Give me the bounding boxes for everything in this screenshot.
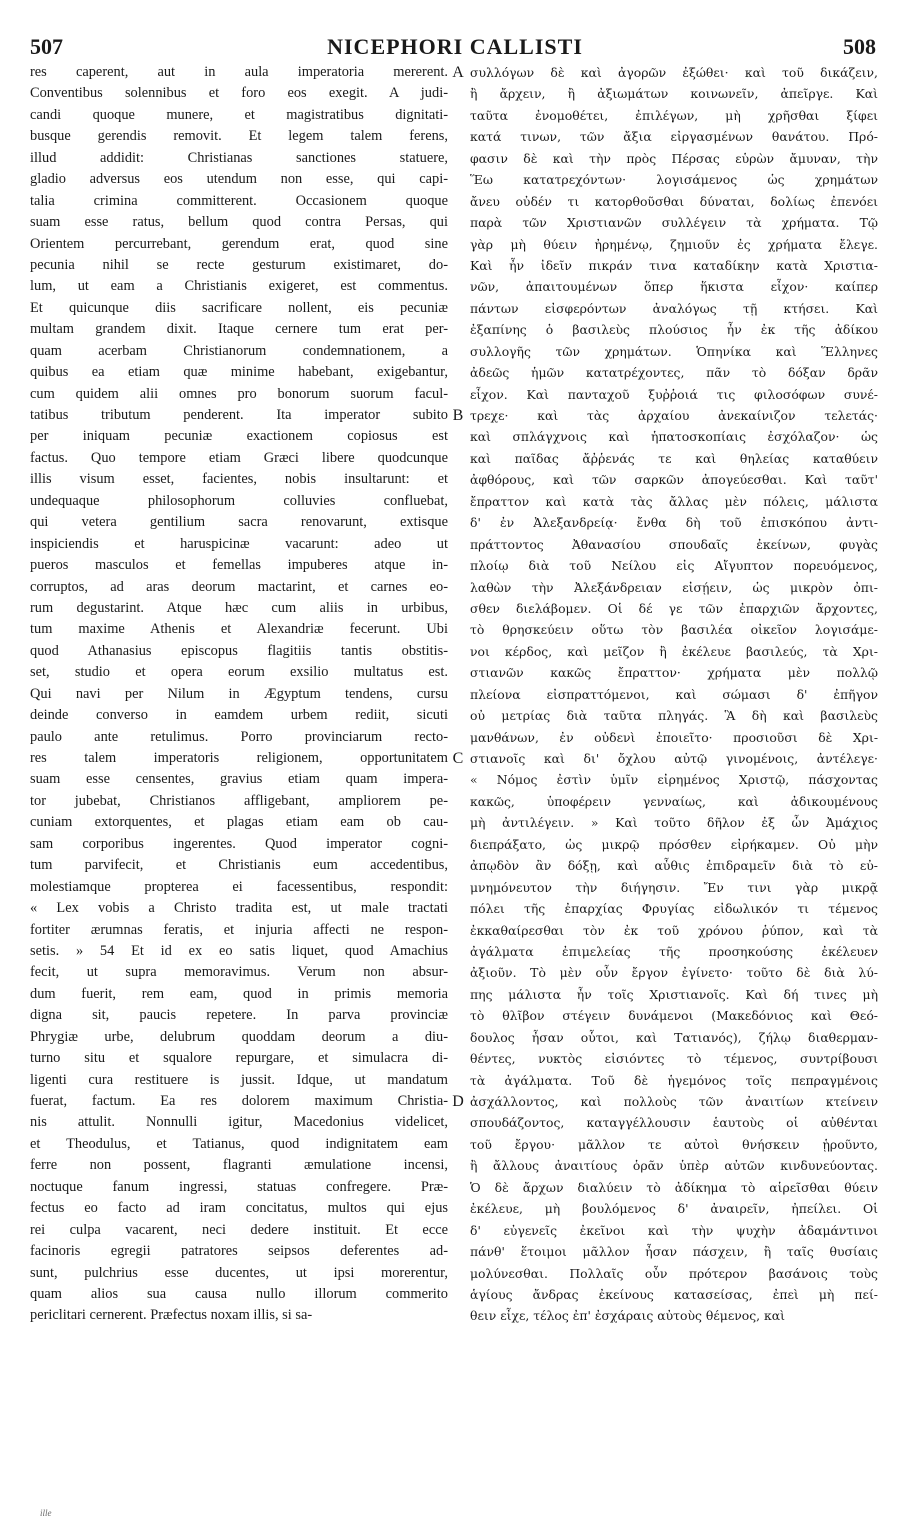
margin-marker-b: B [452, 407, 464, 424]
text-line: per iniquam pecuniæ exactionem copiosus est [30, 428, 448, 445]
text-line: τοῦ ἔργου· μᾶλλον τε αὐτοὶ θνήσκειν ᾑροῦντο, [470, 1136, 878, 1152]
text-line: τὰ ἀγάλματα. Τοῦ δὲ ἡγεμόνος τοῖς πεπραγμένοις [470, 1072, 878, 1088]
text-line: « Νόμος ἐστὶν ὑμῖν εἰρημένος Χριστῷ, πάσχοντας [470, 772, 878, 788]
text-line: facinoris egregii patratores seipsos deferentes ad- [30, 1243, 448, 1260]
text-line: σπουδάζοντος, καταγγέλλουσιν ἑαυτοὺς οἱ αὐθένται [470, 1115, 878, 1131]
text-line: sam corporibus ingerentes. Quod imperator cogni- [30, 835, 448, 852]
text-line: suam esse ratus, bellum quod contra Persas, qui [30, 214, 448, 231]
text-line: Ὁ δὲ ἄρχων διαλύειν τὸ ἀδίκημα τὸ αἱρεῖσθαι θύειν [470, 1179, 878, 1195]
margin-marker-d: D [452, 1093, 464, 1110]
text-line: Phrygiæ urbe, delubrum quoddam deorum a diu- [30, 1028, 448, 1045]
text-line: sunt, pulchrius esse ducentes, ut ipsi morerentur, [30, 1264, 448, 1281]
text-line: παρὰ τῶν Χριστιανῶν συλλέγειν τὰ χρήματα. Τῷ [470, 215, 878, 231]
text-line: Καὶ ἦν ἰδεῖν πικράν τινα καταδίκην κατὰ Χριστια- [470, 257, 878, 273]
text-line: γὰρ μὴ θύειν ἠρημένῳ, ζημιοῦν ἐς χρήματα ἔλεγε. [470, 236, 878, 252]
text-line: ἐκέλευε, μὴ βουλόμενος δ' ἀναιρεῖν, ἠπείλει. Οἱ [470, 1201, 878, 1217]
text-line: cuniam extorquentes, et plagas etiam eam ob cau- [30, 814, 448, 831]
text-line: ἢ ἄρχειν, ἢ ἀξιωμάτων κοινωνεῖν, ἀπεῖργε. Καὶ [470, 86, 878, 102]
text-line: ἀδεῶς ἡμῶν κατατρέχοντες, πᾶν τὸ δόξαν δρᾶν [470, 365, 878, 381]
text-line: rei culpa vacarent, neci dedere instituit. Et ecce [30, 1221, 448, 1238]
text-line: ἐξαπίνης ὁ βασιλεὺς πλούσιος ἦν ἐκ τῆς ἀδίκου [470, 322, 878, 338]
text-line: cum quidem alii omnes pro bonorum suorum facul- [30, 385, 448, 402]
text-line: dum fuerit, rem eam, quod in primis memoria [30, 985, 448, 1002]
text-line: illud addidit: Christianas sanctiones statuere, [30, 149, 448, 166]
text-line: busque gerendis removit. Et legem talem ferens, [30, 128, 448, 145]
running-title: NICEPHORI CALLISTI [327, 34, 583, 59]
text-line: quam alios sua causa nullo illorum commerito [30, 1285, 448, 1302]
right-page-number: 508 [843, 34, 876, 59]
text-line: λαθὼν τὴν Ἀλεξάνδρειαν εἰσῄειν, ὡς μικρὸν ὀπι- [470, 579, 878, 595]
text-line: et Theodulus, et Tatianus, quod indignitatem eam [30, 1135, 448, 1152]
text-line: πόλει τῆς ἐπαρχίας Φρυγίας εἰδωλικόν τι τέμενος [470, 901, 878, 917]
text-line: ἀπῳδὸν ἂν δόξῃ, καὶ αὖθις ἐπιδραμεῖν διὰ τὸ εὐ- [470, 858, 878, 874]
text-line: fuerat, factum. Ea res dolorem maximum Christia- [30, 1093, 448, 1109]
text-line: pueros masculos et femellas impuberes atque in- [30, 557, 448, 574]
text-line: molestiamque propterea ei facessentibus, respondit: [30, 878, 448, 895]
stray-mark: ille [40, 1508, 52, 1518]
text-line: Conventibus solennibus et foro eos exegit. A judi- [30, 85, 448, 102]
text-line: κατά τινων, τῶν ἄξια εἰργασμένων θανάτου. Πρό- [470, 129, 878, 145]
text-line: πάνθ' ἕτοιμοι μᾶλλον ἦσαν πάσχειν, ἢ ταῖς θυσίαις [470, 1244, 878, 1260]
text-line: μὴ ἀντιλέγειν. » Καὶ τοῦτο δῆλον ἐξ ὧν Ἀμάχιος [470, 815, 878, 831]
text-line: suam esse censentes, gravius etiam quam impera- [30, 771, 448, 788]
text-line: gladio adversus eos utendum non esse, qui capi- [30, 171, 448, 188]
text-line: κακῶς, ὑποφέρειν γενναίως, καὶ ἀδικουμένους [470, 793, 878, 809]
text-line: στιανοῖς καὶ δι' ὄχλου αὐτῷ γινομένοις, ἀντέλεγε· [470, 751, 878, 766]
text-line: res caperent, aut in aula imperatoria mererent. [30, 64, 448, 80]
text-line: μανθάνων, ἐν οὐδενὶ ἐποιεῖτο· προσιοῦσι δὲ Χρι- [470, 729, 878, 745]
text-line: inspiciendis et haruspicinæ vacarunt: adeo ut [30, 535, 448, 552]
text-line: θειν εἶχε, τέλος ἐπ' ἐσχάραις αὐτοὺς θέμενος, καὶ [470, 1308, 786, 1324]
text-line: ἁγίους ἄνδρας ἐκείνους κατασείσας, ἐπεὶ μὴ πεί- [470, 1286, 878, 1302]
text-line: δ' ἐν Ἀλεξανδρείᾳ· ἔνθα δὴ τοῦ ἐπισκόπου ἀντι- [470, 515, 878, 531]
text-line: ἄνευ οὐδέν τι κατορθοῦσθαι δύναται, δολίως ἐπενόει [470, 193, 878, 209]
text-line: ligenti cura restituere is jussit. Idque, ut mandatum [30, 1071, 448, 1088]
text-line: candi quoque munere, et magistratibus dignitati- [30, 106, 448, 123]
text-line: δουλος ἦσαν οὗτοι, καὶ Τατιανός), ζήλῳ διαθερμαν- [470, 1029, 878, 1045]
text-line: Orientem percurrebant, gerendum erat, quod sine [30, 235, 448, 252]
text-line: digna sit, paucis repetere. In parva provinciæ [30, 1007, 448, 1024]
text-line: στιανῶν κακῶς ἔπραττον· χρήματα μὲν πολλῷ [470, 665, 878, 681]
text-line: noctuque fanum ingressi, statuas confregere. Præ- [30, 1178, 448, 1195]
text-line: τρεχε· καὶ τὰς ἀρχαίου ἀνεκαίνιζον τελετάς· [470, 408, 878, 423]
text-line: talia crimina committerent. Occasionem quoque [30, 192, 448, 209]
text-line: res talem imperatoris religionem, opportunitatem [30, 750, 448, 766]
text-line: tum maxime Athenis et Alexandriæ fecerunt. Ubi [30, 621, 448, 638]
text-line: νοι κέρδος, καὶ μεῖζον ἢ ἐκέλευε βασιλεύς, τὰ Χρι- [470, 643, 878, 659]
text-line: turno situ et squalore repurgare, et simulacra di- [30, 1050, 448, 1067]
text-line: θέντες, νυκτὸς εἰσιόντες τὸ τέμενος, συντρίβουσι [470, 1051, 878, 1067]
text-line: nis attulit. Nonnulli igitur, Macedonius videlicet, [30, 1114, 448, 1131]
text-line: tum parvifecit, et Christianis eum accedentibus, [30, 857, 448, 874]
text-line: πης μάλιστα ἦν τοῖς Χριστιανοῖς. Καὶ δή τινες μὴ [470, 986, 878, 1002]
text-line: pecunia nihil se recte gesturum existimaret, do- [30, 256, 448, 273]
text-line: fortiter ærumnas feratis, et injuria affecti ne respon- [30, 921, 448, 938]
text-line: rum degustarint. Atque hæc cum aliis in urbibus, [30, 599, 448, 616]
text-line: τὸ θρησκεύειν οὕτω τὸν βασιλέα οἰκεῖον λογισάμε- [470, 622, 878, 638]
text-line: πλοίῳ διὰ τοῦ Νείλου εἰς Αἴγυπτον πορευόμενος, [470, 558, 878, 574]
text-line: πράττοντος Ἀθανασίου σπουδαῖς ἐκείνων, φυγὰς [470, 536, 878, 552]
text-line: quibus ea etiam quæ minime habebant, exigebantur, [30, 364, 448, 381]
text-line: ταῦτα ἐνομοθέτει, ἐπιλέγων, μὴ χρῆσθαι ξίφει [470, 107, 878, 123]
text-line: διεπράξατο, ὡς μικρῷ πρόσθεν εἰρήκαμεν. Οὐ μὴν [470, 836, 878, 852]
text-line: ἀγάλματα ἐπιμελείας τῆς προσηκούσης ἐκέλευεν [470, 943, 878, 959]
text-line: quod Athanasius episcopus flagitiis tantis obstitis- [30, 642, 448, 659]
text-line: ferre non possent, flagranti æmulatione incensi, [30, 1157, 448, 1174]
text-line: corruptos, ad aras deorum mactarint, et carnes eo- [30, 578, 448, 595]
text-line: setis. » 54 Et id ex eo satis liquet, quod Amachius [30, 942, 448, 959]
text-line: φασιν δὲ καὶ τὴν πρὸς Πέρσας εὑρὼν ἄμυναν, τὴν [470, 150, 878, 166]
text-line: « Lex vobis a Christo tradita est, ut male tractati [30, 900, 448, 917]
text-line: καὶ σπλάγχνοις καὶ ἡπατοσκοπίαις ἐσχόλαζον· ὡς [470, 429, 878, 445]
text-line: καὶ παῖδας ἄῤῥενάς τε καὶ θηλείας καταθύειν [470, 450, 878, 466]
text-line: quam acerbam Christianorum condemnationem, a [30, 342, 448, 359]
text-line: ἐκκαθαίρεσθαι τὸν ἐκ τοῦ χρόνου ῥύπον, καὶ τὰ [470, 922, 878, 938]
running-header [0, 30, 910, 60]
text-line: συλλογῆς τῶν χρημάτων. Ὁπηνίκα καὶ Ἕλληνες [470, 343, 878, 359]
text-line: deinde converso in eamdem urbem rediit, sicuti [30, 707, 448, 724]
text-line: τὸ θλῖβον στέγειν δυνάμενοι (Μακεδόνιος καὶ Θεό- [470, 1008, 878, 1024]
text-line: periclitari cernerent. Præfectus noxam illis, si sa- [30, 1307, 313, 1324]
text-line: ἢ ἄλλους ἀναιτίους ὁρᾶν ὑπὲρ αὐτῶν κινδυνεύοντας. [470, 1158, 878, 1174]
text-line: lum, ut eam a Christianis exigeret, est commentus. [30, 278, 448, 295]
text-line: factus. Quo tempore etiam Græci libere quodcunque [30, 449, 448, 466]
text-line: Qui navi per Nilum in Ægyptum tendens, cursu [30, 685, 448, 702]
latin-column [30, 62, 448, 1327]
text-line: συλλόγων δὲ καὶ ἀγορῶν ἐξώθει· καὶ τοῦ δικάζειν, [470, 65, 878, 80]
text-line: Ἕω κατατρεχόντων· λογισάμενος ὡς χρημάτων [470, 172, 878, 188]
text-line: tatibus tributum penderent. Ita imperator subito [30, 407, 448, 423]
margin-marker-c: C [452, 750, 464, 767]
text-line: paulo ante retulimus. Porro provinciarum recto- [30, 728, 448, 745]
text-line: fecit, ut supra memoravimus. Verum non absur- [30, 964, 448, 981]
text-line: εἶχον. Καὶ πανταχοῦ ξυῤῥοιά τις φιλοσόφων συνέ- [470, 386, 878, 402]
text-line: multam grandem dixit. Itaque cernere tum erat per- [30, 321, 448, 338]
text-line: undequaque philosophorum colluvies confluebat, [30, 492, 448, 509]
greek-column [470, 62, 878, 1327]
text-line: ἀξιοῦν. Τὸ μὲν οὖν ἔργον ἐγίνετο· τοῦτο δὲ διὰ λύ- [470, 965, 878, 981]
text-line: πλείονα εἰσπραττόμενοι, καὶ σώμασι δ' ἐπῆγον [470, 686, 878, 702]
text-line: ἔπραττον καὶ κατὰ τὰς ἄλλας μὲν πόλεις, μάλιστα [470, 493, 878, 509]
left-page-number: 507 [30, 34, 63, 59]
text-line: set, studio et opera eorum exsilio multatus est. [30, 664, 448, 681]
text-line: πάντων εἰσφερόντων ἀναλόγως τῇ κτήσει. Καὶ [470, 300, 878, 316]
margin-marker-a: A [452, 64, 464, 81]
text-line: fectus eo facto ad iram concitatus, multos qui ejus [30, 1200, 448, 1217]
text-line: οὐ μετρίας διὰ ταῦτα πληγάς. Ἃ δὴ καὶ βασιλεὺς [470, 708, 878, 724]
text-line: μολύνεσθαι. Πολλαῖς οὖν πρότερον βασάνοις τοὺς [470, 1265, 878, 1281]
text-line: νῶν, ἀπαιτουμένων ὅπερ ἥκιστα εἶχον· καίπερ [470, 279, 878, 295]
text-line: qui vetera gentilium sacra renovarunt, extisque [30, 514, 448, 531]
text-line: σθεν διελάβομεν. Οἱ δέ γε τῶν ἐπαρχιῶν ἄρχοντες, [470, 600, 878, 616]
text-line: δ' εὐγενεῖς ἐκεῖνοι καὶ τὴν ψυχὴν ἀδαμάντινοι [470, 1222, 878, 1238]
text-line: tor jubebat, Christianos affligebant, ampliorem pe- [30, 792, 448, 809]
text-line: Et quicunque diis sacrificare nollent, eis pecuniæ [30, 299, 448, 316]
text-line: illis visum esset, facientes, nobis insultarunt: et [30, 471, 448, 488]
text-line: ἀσχάλλοντος, καὶ πολλοὺς τῶν ἀναιτίων κτείνειν [470, 1094, 878, 1109]
text-line: ἀφθόρους, καὶ τῶν σαρκῶν ἀπογεύεσθαι. Καὶ ταῦτ' [470, 472, 878, 488]
text-line: μνημόνευτον τὴν διήγησιν. Ἔν τινι γὰρ μικρᾷ [470, 879, 878, 895]
